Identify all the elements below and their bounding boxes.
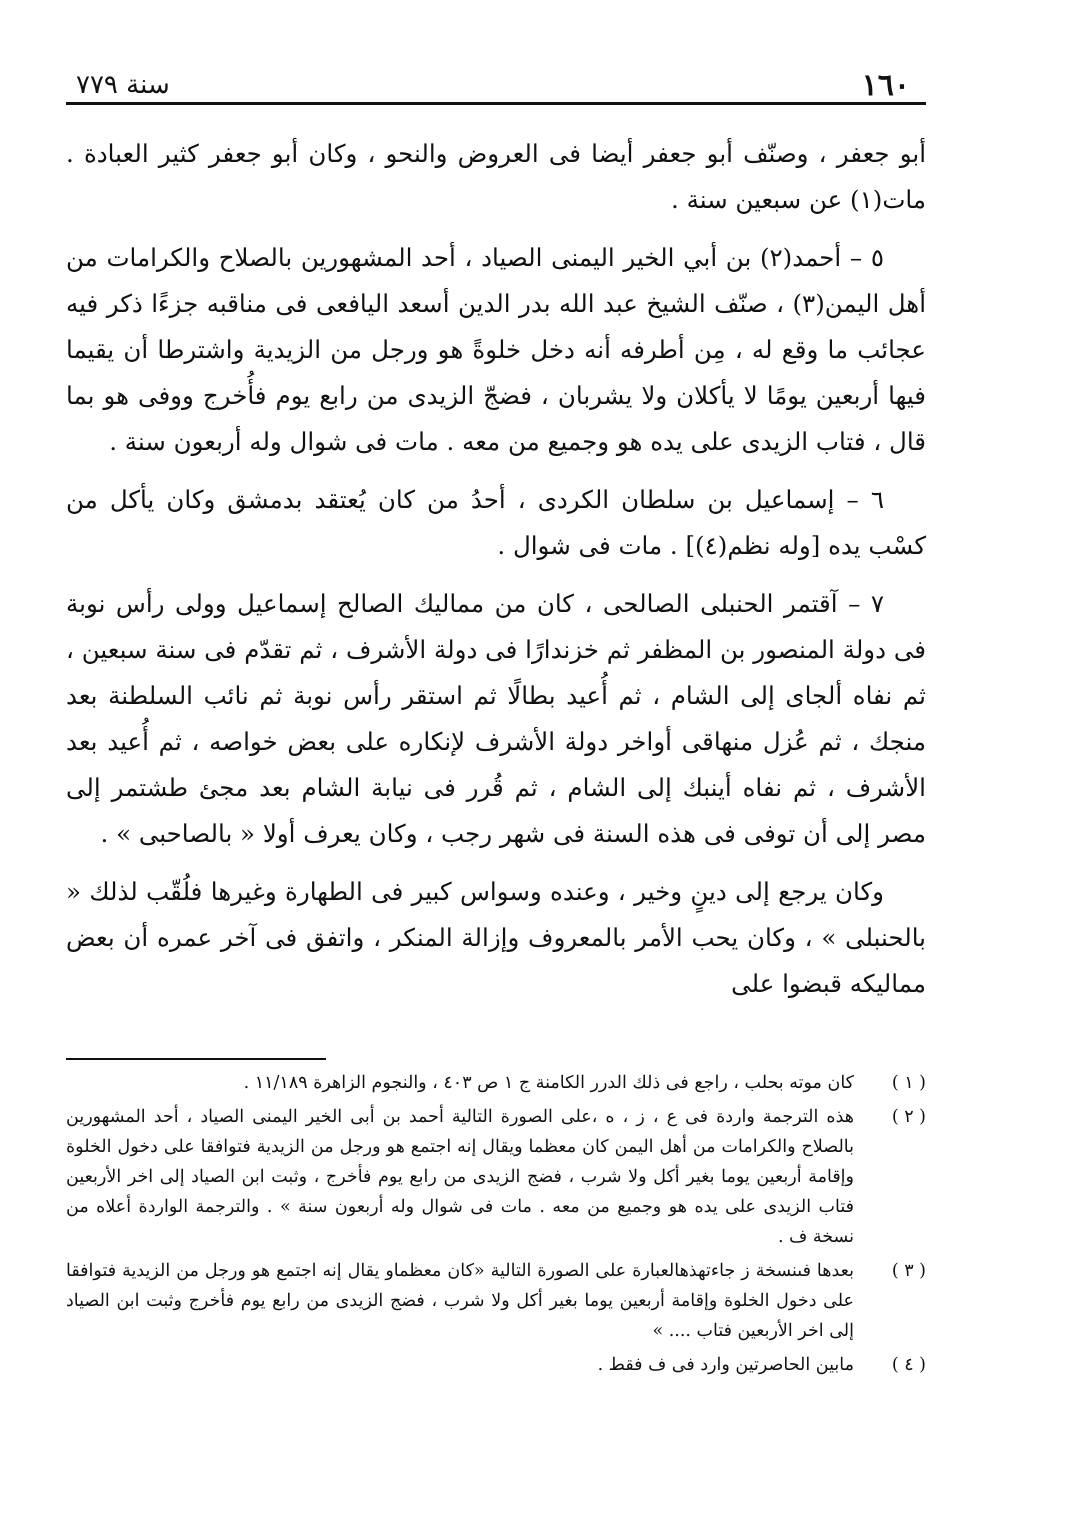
paragraph: أبو جعفر ، وصنّف أبو جعفر أيضا فى العروض والنحو ، وكان أبو جعفر كثير العبادة . مات(١) عن سبعين سنة . [66, 139, 926, 214]
footnote-number: ( ٣ ) [891, 1261, 926, 1281]
footnote [66, 1256, 926, 1346]
paragraph: ٥ – أحمد(٢) بن أبي الخير اليمنى الصياد ، أحد المشهورين بالصلاح والكرامات من أهل اليمن(٣) ، صنّف الشيخ عبد الله بدر الدين أسعد اليافعى فى مناقبه جزءًا ذكر فيه عجائب ما وقع له ، مِن أطرفه أنه دخل خلوةً هو ورجل من الزيدية واشترطا أن يقيما فيها أربعين يومًا لا يأكلان ولا يشربان ، فضجّ الزيدى من رابع يوم فأُخرج ووفى هو بما قال ، فتاب الزيدى على يده هو وجميع من معه . مات فى شوال وله أربعون سنة . [66, 243, 926, 456]
footnote [66, 1102, 926, 1252]
footnote-text: هذه الترجمة واردة فى ع ، ز ، ه ،على الصورة التالية أحمد بن أبى الخير اليمنى الصياد ، أحد المشهورين بالصلاح والكرامات من أهل اليمن كان معظما ويقال إنه اجتمع هو ورجل من الزيدية فتوافقا على دخول الخلوة وإقامة أربعين يوما بغير أكل ولا شرب ، فضج الزيدى من رابع يوم فأخرج ، وثبت ابن الصياد إلى اخر الأربعين فتاب الزيدى على يده هو وجميع من معه . مات فى شوال وله أربعون سنة » . والترجمة الواردة أعلاه من نسخة ف . [66, 1107, 854, 1247]
footnote-text: مابين الحاصرتين وارد فى ف فقط . [597, 1355, 854, 1375]
page-header [66, 58, 926, 105]
footnote-text: بعدها فىنسخة ز جاءتهذهالعبارة على الصورة التالية «كان معظماو يقال إنه اجتمع هو ورجل من الزيدية فتوافقا على دخول الخلوة وإقامة أربعين يوما بغير أكل ولا شرب ، فضج الزيدى من رابع يوم فأخرج وثبت ابن الصياد إلى اخر الأربعين فتاب .... » [66, 1261, 854, 1341]
footnote-number: ( ٤ ) [891, 1355, 926, 1375]
footnote-number: ( ٢ ) [891, 1107, 926, 1127]
footnote [66, 1350, 926, 1380]
footnote-number: ( ١ ) [891, 1073, 926, 1093]
footnote-text: كان موته بحلب ، راجع فى ذلك الدرر الكامنة ج ١ ص ٤٠٣ ، والنجوم الزاهرة ١١/١٨٩ . [243, 1073, 854, 1093]
footnotes [66, 1068, 926, 1384]
running-title: سنة ٧٧٩ [76, 70, 170, 100]
paragraph: وكان يرجع إلى دينٍ وخير ، وعنده وسواس كبير فى الطهارة وغيرها فلُقّب لذلك « بالحنبلى » ، وكان يحب الأمر بالمعروف وإزالة المنكر ، واتفق فى آخر عمره أن بعض مماليكه قبضوا على [66, 877, 926, 998]
footnote [66, 1068, 926, 1098]
document-page [66, 58, 926, 1498]
paragraph: ٧ – آقتمر الحنبلى الصالحى ، كان من مماليك الصالح إسماعيل وولى رأس نوبة فى دولة المنصور بن المظفر ثم خزندارًا فى دولة الأشرف ، ثم تقدّم فى سنة سبعين ، ثم نفاه ألجاى إلى الشام ، ثم أُعيد بطالًا ثم استقر رأس نوبة ثم نائب السلطنة بعد منجك ، ثم عُزل منهاقى أواخر دولة الأشرف لإنكاره على بعض خواصه ، ثم أُعيد بعد الأشرف ، ثم نفاه أينبك إلى الشام ، ثم قُرر فى نيابة الشام بعد مجئ طشتمر إلى مصر إلى أن توفى فى هذه السنة فى شهر رجب ، وكان يعرف أولا « بالصاحبى » . [66, 589, 926, 848]
page-number: ١٦٠ [861, 68, 910, 103]
main-text [66, 131, 926, 1007]
footnote-divider [66, 1058, 326, 1060]
paragraph: ٦ – إسماعيل بن سلطان الكردى ، أحدُ من كان يُعتقد بدمشق وكان يأكل من كسْب يده [وله نظم(٤)] . مات فى شوال . [66, 485, 926, 560]
